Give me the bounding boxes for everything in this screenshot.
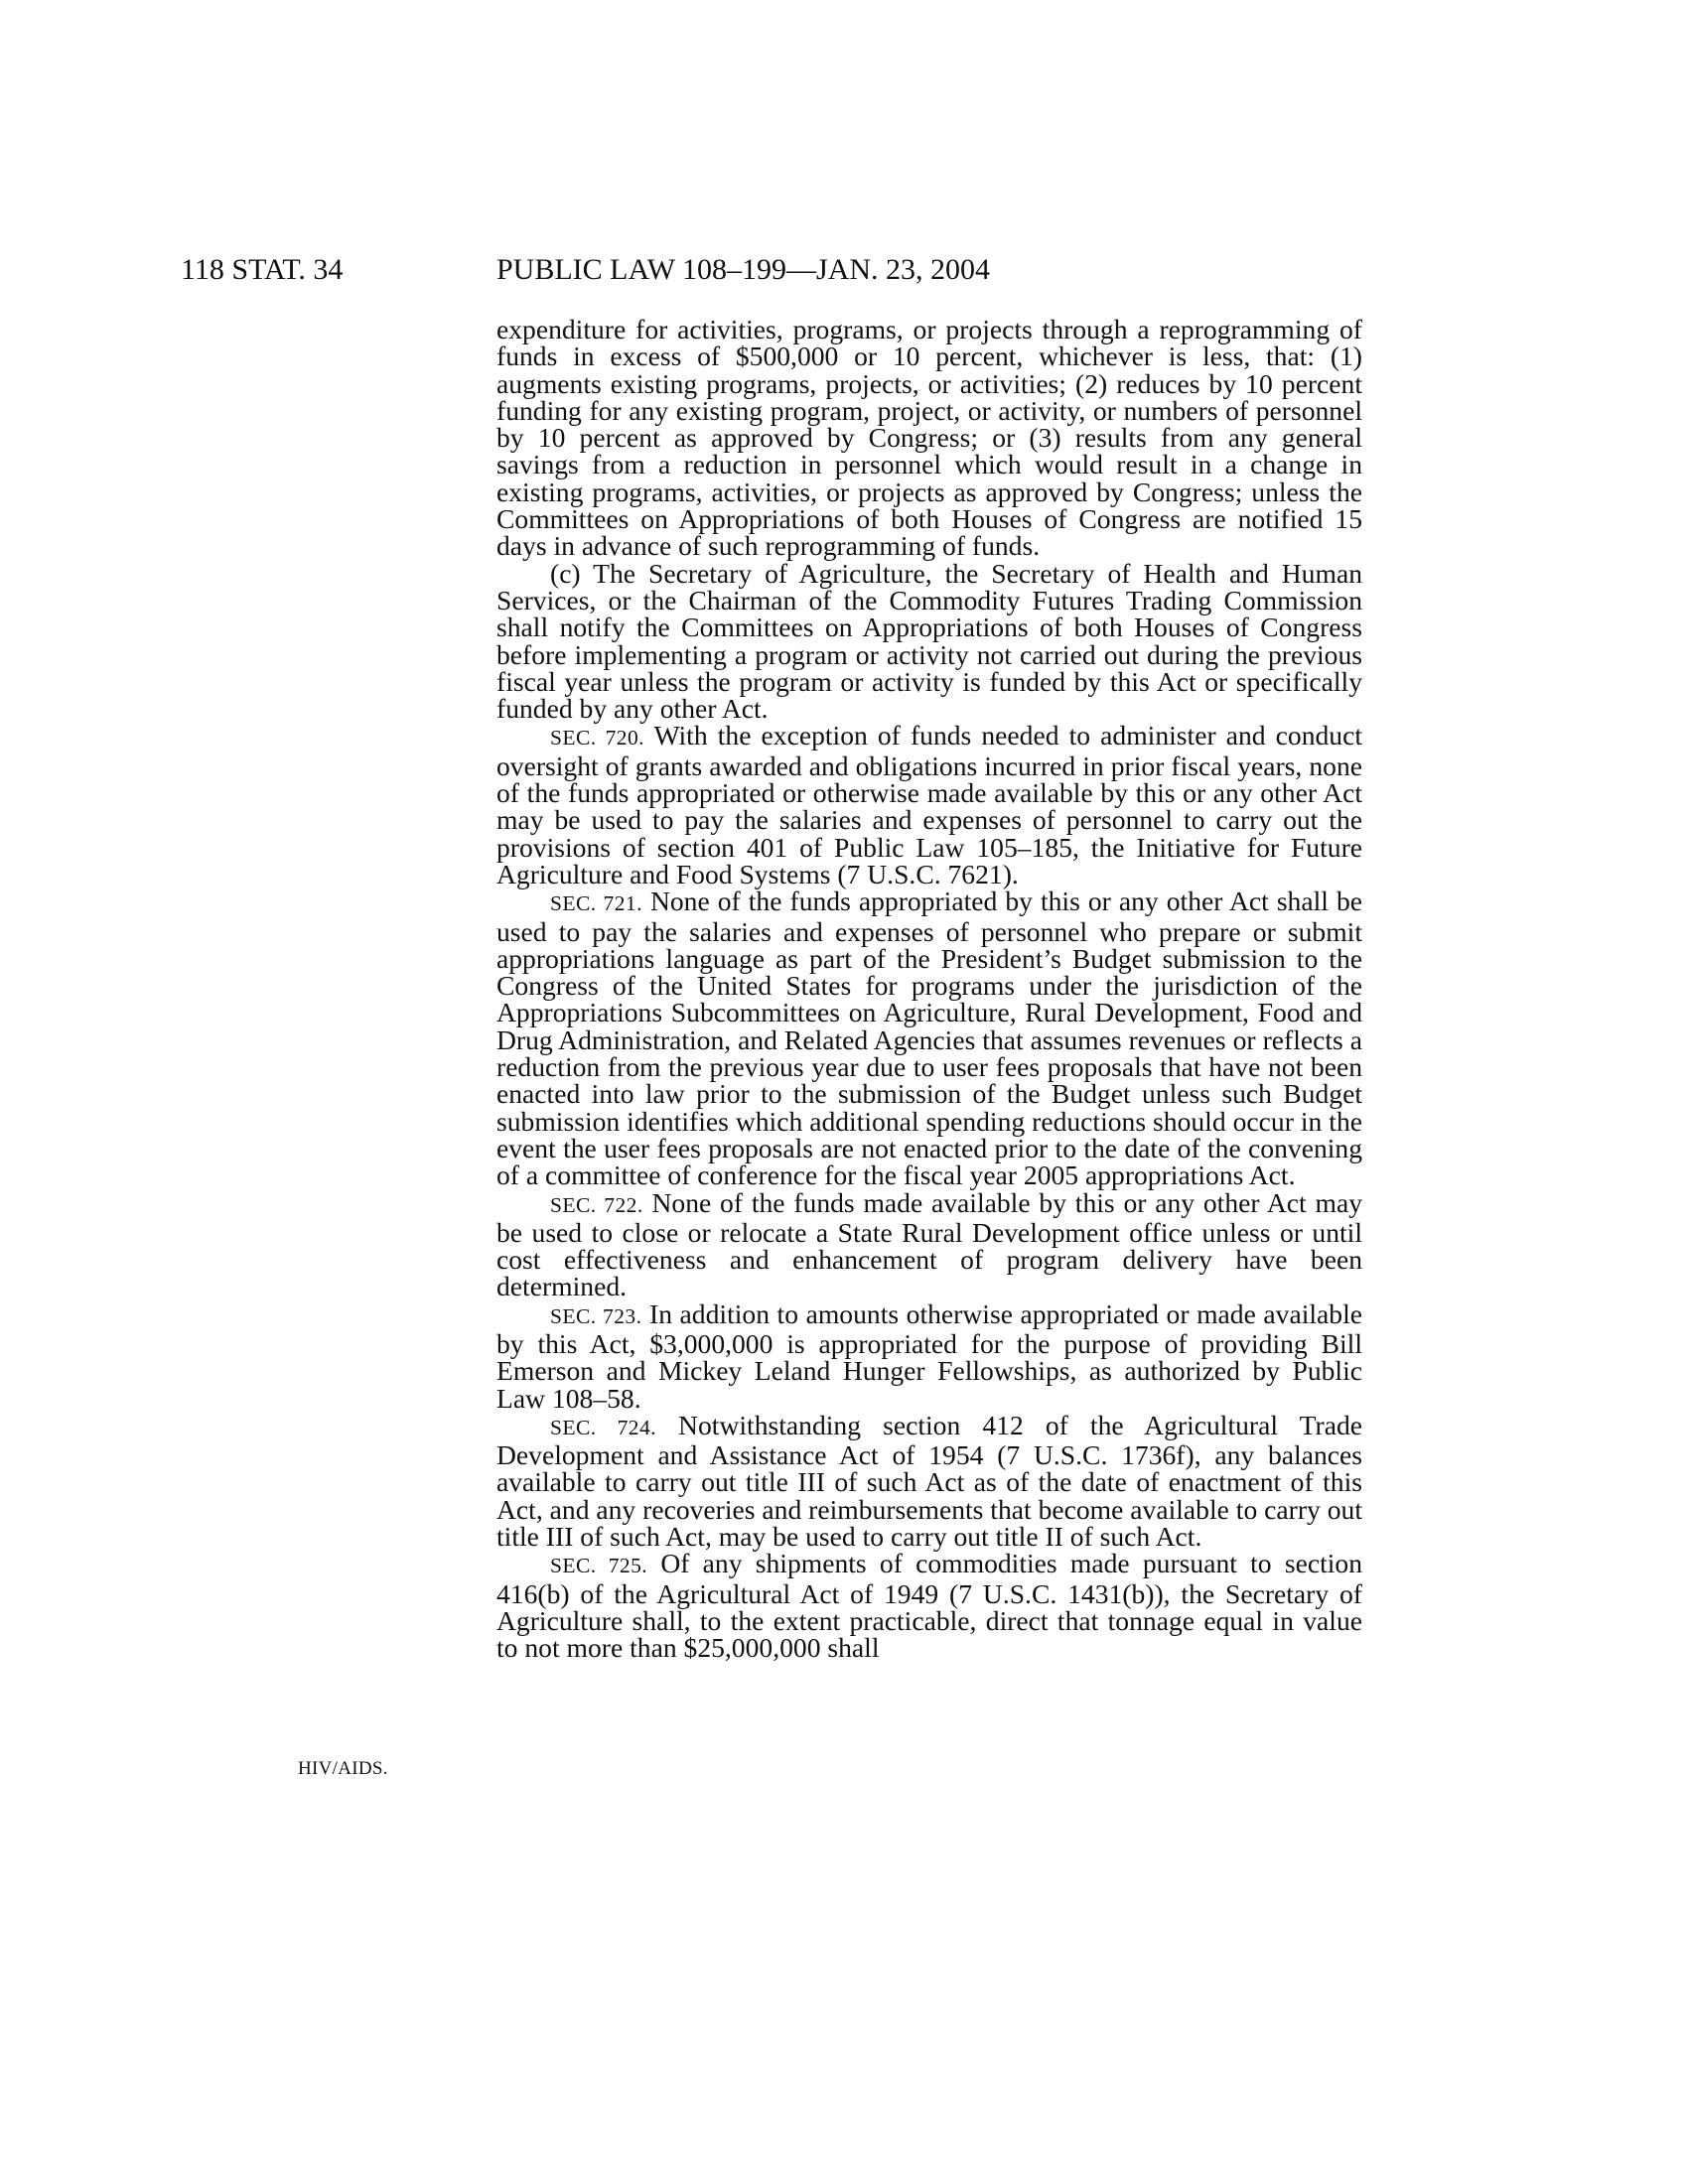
margin-note: HIV/AIDS.	[298, 1758, 388, 1779]
section-label: SEC. 724.	[550, 1415, 656, 1439]
paragraph-subsection-c: (c) The Secretary of Agriculture, the Secretary of Health and Human Services, or the Chairman of the Commodity Futures Trading Commission shall notify the Committees on Appropriations of both Houses of Congress before implementing a program or activity not carried out during the previous fiscal year unless the program or activity is funded by this Act or specifically funded by any other Act.	[496, 557, 1362, 725]
statute-text	[496, 316, 1362, 1662]
section-label: SEC. 723.	[550, 1303, 642, 1328]
section-text: None of the funds appropriated by this or any other Act shall be used to pay the salaries and expenses of personnel who prepare or submit appropriations language as part of the President’s Budget submission to the Congress of the United States for programs under the jurisdiction of the Appropriations Subcommittees on Agriculture, Rural Development, Food and Drug Administration, and Related Agencies that assumes revenues or reflects a reduction from the previous year due to user fees proposals that have not been enacted into law prior to the submission of the Budget unless such Budget submission identifies which additional spending reductions should occur in the event the user fees proposals are not enacted prior to the date of the convening of a committee of conference for the fiscal year 2005 appropriations Act.	[496, 886, 1363, 1191]
section-text: In addition to amounts otherwise appropriated or made available by this Act, $3,000,000 is appropriated for the purpose of providing Bill Emerson and Mickey Leland Hunger Fellowships, as authorized by Public Law 108–58.	[496, 1297, 1362, 1414]
running-header	[0, 250, 1688, 290]
section-label: SEC. 721.	[550, 891, 642, 916]
section-text: None of the funds made available by this or any other Act may be used to close or relocate a State Rural Development office unless or until cost effectiveness and enhancement of program delivery have been determined.	[496, 1186, 1363, 1302]
section-label: SEC. 722.	[550, 1192, 643, 1217]
section-722	[496, 1186, 1363, 1302]
section-label: SEC. 720.	[550, 726, 644, 751]
section-label: SEC. 725.	[550, 1554, 648, 1578]
section-723	[496, 1297, 1362, 1414]
section-724	[496, 1409, 1362, 1553]
section-725	[496, 1548, 1363, 1664]
paragraph-continuation: expenditure for activities, programs, or projects through a reprogramming of funds in excess of $500,000 or 10 percent, whichever is less, that: (1) augments existing programs, projects, or activities; (2) reduces by 10 percent funding for any existing program, project, or activity, or numbers of personnel by 10 percent as approved by Congress; or (3) results from any general savings from a reduction in personnel which would result in a change in existing programs, activities, or projects as approved by Congress; unless the Committees on Appropriations of both Houses of Congress are notified 15 days in advance of such reprogramming of funds.	[496, 314, 1362, 562]
section-text: Notwithstanding section 412 of the Agricultural Trade Development and Assistance Act of 1954 (7 U.S.C. 1736f), any balances available to carry out title III of such Act as of the date of enactment of this Act, and any recoveries and reimbursements that become available to carry out title III of such Act, may be used to carry out title II of such Act.	[496, 1409, 1362, 1553]
law-title: PUBLIC LAW 108–199—JAN. 23, 2004	[496, 253, 991, 286]
section-721	[496, 886, 1363, 1191]
section-text: With the exception of funds needed to administer and conduct oversight of grants awarded and obligations incurred in prior fiscal years, none of the funds appropriated or otherwise made available by this or any other Act may be used to pay the salaries and expenses of personnel to carry out the provisions of section 401 of Public Law 105–185, the Initiative for Future Agriculture and Food Systems (7 U.S.C. 7621).	[496, 720, 1363, 889]
section-text: Of any shipments of commodities made pursuant to section 416(b) of the Agricultural Act of 1949 (7 U.S.C. 1431(b)), the Secretary of Agriculture shall, to the extent practicable, direct that tonnage equal in value to not more than $25,000,000 shall	[496, 1548, 1363, 1664]
page-number: 118 STAT. 34	[181, 253, 344, 286]
section-720	[496, 722, 1362, 887]
